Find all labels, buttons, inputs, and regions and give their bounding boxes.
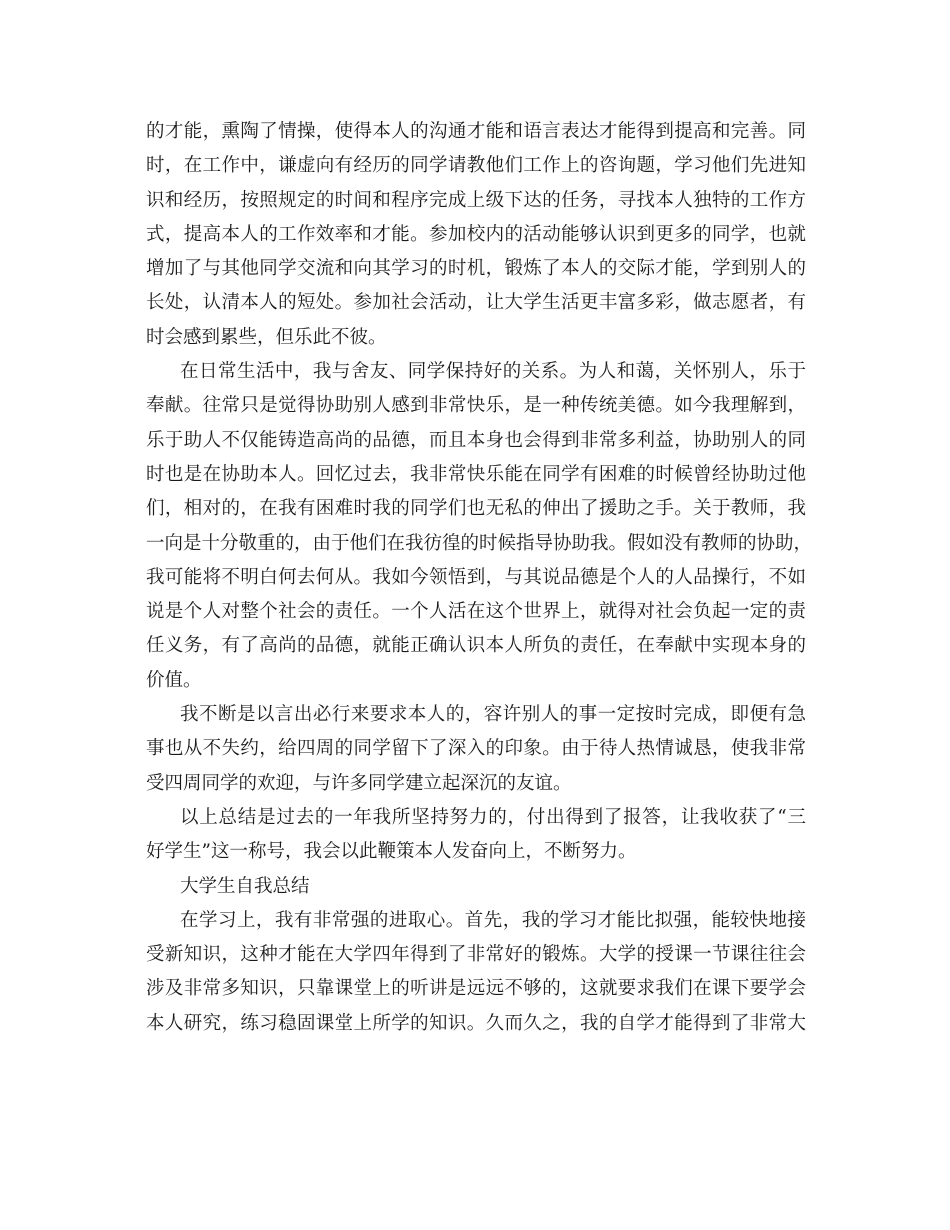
document-body — [146, 115, 813, 1041]
text-line: 涉及非常多知识，只靠课堂上的听讲是远远不够的，这就要求我们在课下要学会 — [146, 978, 806, 1000]
text-line: 事也从不失约，给四周的同学留下了深入的印象。由于待人热情诚恳，使我非常 — [146, 738, 806, 760]
paragraph — [146, 115, 806, 355]
text-line: 长处，认清本人的短处。参加社会活动，让大学生活更丰富多彩，做志愿者，有 — [146, 292, 806, 314]
paragraph — [146, 801, 806, 870]
text-line: 增加了与其他同学交流和向其学习的时机，锻炼了本人的交际才能，学到别人的 — [146, 258, 806, 280]
text-line: 好学生”这一称号，我会以此鞭策本人发奋向上，不断努力。 — [146, 841, 637, 863]
text-line: 时也是在协助本人。回忆过去，我非常快乐能在同学有困难的时候曾经协助过他 — [146, 463, 806, 485]
text-line: 乐于助人不仅能铸造高尚的品德，而且本身也会得到非常多利益，协助别人的同 — [146, 429, 806, 451]
text-line: 我不断是以言出必行来要求本人的，容许别人的事一定按时完成，即便有急 — [180, 704, 806, 726]
text-line: 受四周同学的欢迎，与许多同学建立起深沉的友谊。 — [146, 772, 572, 794]
text-line: 本人研究，练习稳固课堂上所学的知识。久而久之，我的自学才能得到了非常大 — [146, 1012, 806, 1034]
text-line: 受新知识，这种才能在大学四年得到了非常好的锻炼。大学的授课一节课往往会 — [146, 944, 806, 966]
paragraph — [146, 904, 806, 1041]
text-line: 们，相对的，在我有困难时我的同学们也无私的伸出了援助之手。关于教师，我 — [146, 498, 806, 520]
text-line: 时会感到累些，但乐此不彼。 — [146, 326, 387, 348]
text-line: 任义务，有了高尚的品德，就能正确认识本人所负的责任，在奉献中实现本身的 — [146, 635, 806, 657]
text-line: 以上总结是过去的一年我所坚持努力的，付出得到了报答，让我收获了“三 — [180, 806, 806, 828]
paragraph — [146, 698, 806, 801]
text-line: 的才能，熏陶了情操，使得本人的沟通才能和语言表达才能得到提高和完善。同 — [146, 121, 806, 142]
text-line: 在日常生活中，我与舍友、同学保持好的关系。为人和蔼，关怀别人，乐于 — [180, 361, 806, 383]
section-heading — [146, 870, 806, 904]
section-heading-text: 大学生自我总结 — [180, 875, 310, 897]
text-line: 时，在工作中，谦虚向有经历的同学请教他们工作上的咨询题，学习他们先进知 — [146, 155, 806, 177]
text-line: 式，提高本人的工作效率和才能。参加校内的活动能够认识到更多的同学，也就 — [146, 223, 806, 245]
paragraph — [146, 355, 813, 698]
text-line: 在学习上，我有非常强的进取心。首先，我的学习才能比拟强，能较快地接 — [180, 909, 806, 931]
text-line: 我可能将不明白何去何从。我如今领悟到，与其说品德是个人的人品操行，不如 — [146, 566, 806, 588]
text-line: 一向是十分敬重的，由于他们在我彷徨的时候指导协助我。假如没有教师的协助， — [146, 532, 813, 554]
text-line: 奉献。往常只是觉得协助别人感到非常快乐，是一种传统美德。如今我理解到， — [146, 395, 806, 417]
text-line: 价值。 — [146, 669, 202, 691]
text-line: 说是个人对整个社会的责任。一个人活在这个世界上，就得对社会负起一定的责 — [146, 601, 806, 623]
text-line: 识和经历，按照规定的时间和程序完成上级下达的任务，寻找本人独特的工作方 — [146, 189, 806, 211]
